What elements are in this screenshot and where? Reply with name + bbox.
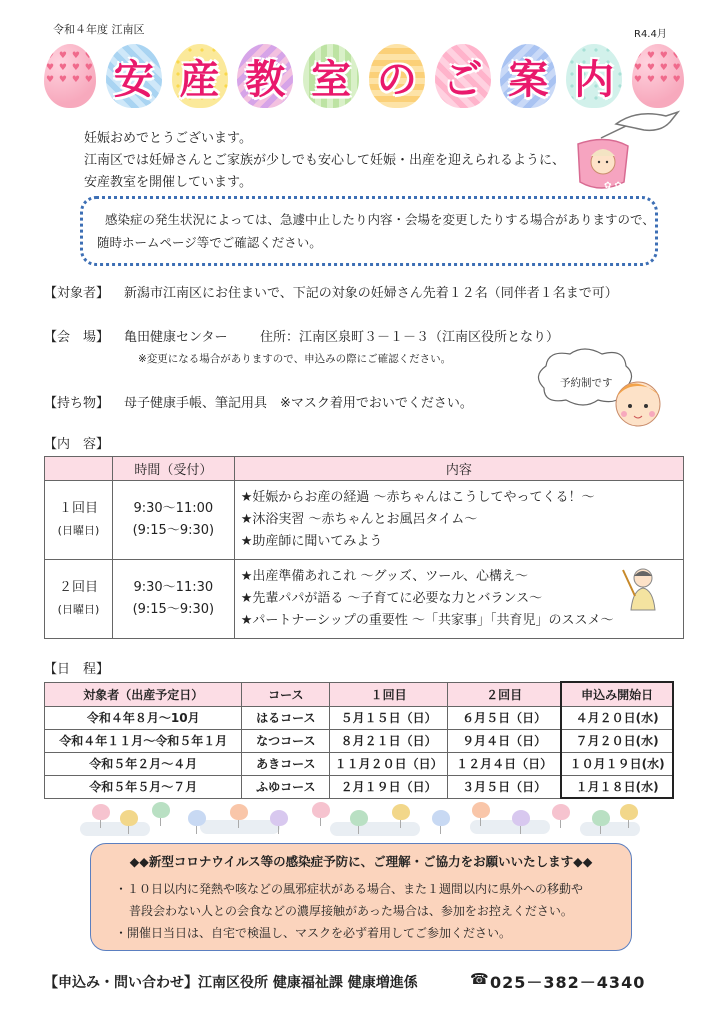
second-session-cell: ９月４日（日） bbox=[447, 729, 561, 752]
table-header-row bbox=[45, 457, 684, 481]
table-row bbox=[45, 706, 674, 729]
session-cell: １回目 (日曜日) bbox=[45, 481, 113, 560]
balloon-icon bbox=[188, 810, 206, 826]
table-row bbox=[45, 481, 684, 560]
course-cell: ふゆコース bbox=[242, 775, 330, 798]
belongings-label: 【持ち物】 bbox=[44, 396, 110, 411]
table-header-cell: ２回目 bbox=[447, 682, 561, 706]
balloon-icon bbox=[512, 810, 530, 826]
balloon-icon bbox=[472, 802, 490, 818]
table-header-cell: コース bbox=[242, 682, 330, 706]
table-header-cell: 申込み開始日 bbox=[561, 682, 673, 706]
balloon-icon bbox=[312, 802, 330, 818]
notice-line: 感染症の発生状況によっては、急遽中止したり内容・会場を変更したりする場合がありますので、 bbox=[105, 212, 655, 227]
title-char: 室 bbox=[303, 44, 359, 108]
balloon-icon bbox=[350, 810, 368, 826]
session-cell: ２回目 (日曜日) bbox=[45, 560, 113, 639]
teacher-icon bbox=[619, 566, 661, 612]
first-session-cell: ８月２１日（日） bbox=[330, 729, 448, 752]
balloon-icon bbox=[552, 804, 570, 820]
venue-address: 住所：江南区泉町３－１－３（江南区役所となり） bbox=[260, 330, 560, 345]
time-cell: 9:30～11:00 (9:15～9:30) bbox=[112, 481, 234, 560]
intro-text: 妊娠おめでとうございます。 江南区では妊婦さんとご家族が少しでも安心して妊娠・出産を迎えられるように、 安産教室を開催しています。 bbox=[84, 131, 566, 190]
schedule-table bbox=[44, 681, 674, 799]
balloon-icon bbox=[92, 804, 110, 820]
course-cell: なつコース bbox=[242, 729, 330, 752]
title-char: 内 bbox=[566, 44, 622, 108]
first-session-cell: ５月１５日（日） bbox=[330, 706, 448, 729]
balloon-icon bbox=[432, 810, 450, 826]
title-char: 教 bbox=[237, 44, 293, 108]
balloon-icon bbox=[152, 802, 170, 818]
fiscal-year-label: 令和４年度 江南区 bbox=[53, 23, 145, 36]
covid-notice-box bbox=[90, 843, 632, 951]
egg-decoration-icon bbox=[632, 44, 684, 108]
balloon-icon bbox=[392, 804, 410, 820]
speech-bubble-icon bbox=[534, 346, 684, 436]
time-cell: 9:30～11:30 (9:15～9:30) bbox=[112, 560, 234, 639]
table-header-row bbox=[45, 682, 674, 706]
due-date-cell: 令和４年１１月～令和５年１月 bbox=[45, 729, 242, 752]
covid-line: ・開催日当日は、自宅で検温し、マスクを必ず着用してご参加ください。 bbox=[115, 926, 512, 940]
course-cell: あきコース bbox=[242, 752, 330, 775]
venue-note: ※変更になる場合がありますので、申込みの際にご確認ください。 bbox=[138, 353, 452, 365]
application-start-cell: ４月２０日(水) bbox=[561, 706, 673, 729]
second-session-cell: ３月５日（日） bbox=[447, 775, 561, 798]
table-header-cell: 内容 bbox=[234, 457, 683, 481]
covid-line: 普段会わない人との会食などの濃厚接触があった場合は、参加をお控えください。 bbox=[129, 904, 573, 918]
balloon-decoration bbox=[80, 800, 640, 840]
covid-title: ◆◆新型コロナウイルス等の感染症予防に、ご理解・ご協力をお願いいたします◆◆ bbox=[129, 854, 593, 869]
egg-decoration-icon bbox=[44, 44, 96, 108]
notice-line: 随時ホームページ等でご確認ください。 bbox=[97, 235, 322, 250]
table-header-cell: 時間（受付） bbox=[112, 457, 234, 481]
venue-name: 亀田健康センター bbox=[124, 330, 228, 345]
schedule-section-label: 【日 程】 bbox=[44, 662, 110, 677]
application-start-cell: １０月１９日(水) bbox=[561, 752, 673, 775]
page-title bbox=[44, 42, 684, 110]
target-text: 新潟市江南区にお住まいで、下記の対象の妊婦さん先着１２名（同伴者１名まで可） bbox=[124, 286, 618, 301]
first-session-cell: １１月２０日（日） bbox=[330, 752, 448, 775]
reservation-text: 予約制です bbox=[560, 377, 613, 389]
contact-phone: 025－382－4340 bbox=[490, 973, 646, 992]
title-char: ご bbox=[435, 44, 491, 108]
table-row bbox=[45, 752, 674, 775]
balloon-icon bbox=[120, 810, 138, 826]
content-section-label: 【内 容】 bbox=[44, 437, 110, 452]
contact-label: 【申込み・問い合わせ】江南区役所 健康福祉課 健康増進係 bbox=[44, 975, 418, 991]
second-session-cell: ６月５日（日） bbox=[447, 706, 561, 729]
balloon-icon bbox=[620, 804, 638, 820]
svg-text:✿ ✿: ✿ ✿ bbox=[604, 181, 622, 191]
content-table bbox=[44, 456, 684, 639]
notice-box bbox=[80, 196, 658, 266]
venue-label: 【会 場】 bbox=[44, 330, 110, 345]
second-session-cell: １２月４日（日） bbox=[447, 752, 561, 775]
title-char: 案 bbox=[500, 44, 556, 108]
revision-label: R4.4月 bbox=[634, 29, 667, 40]
due-date-cell: 令和４年８月～10月 bbox=[45, 706, 242, 729]
covid-line: ・１０日以内に発熱や咳などの風邪症状がある場合、また１週間以内に県外への移動や bbox=[115, 882, 584, 896]
application-start-cell: １月１８日(水) bbox=[561, 775, 673, 798]
first-session-cell: ２月１９日（日） bbox=[330, 775, 448, 798]
title-char: の bbox=[369, 44, 425, 108]
content-items-cell: ★妊娠からお産の経過 ～赤ちゃんはこうしてやってくる！～ ★沐浴実習 ～赤ちゃんとお風呂タイム～ ★助産師に聞いてみよう bbox=[234, 481, 683, 560]
table-row bbox=[45, 560, 684, 639]
belongings-text: 母子健康手帳、筆記用具 ※マスク着用でおいでください。 bbox=[124, 396, 473, 411]
table-header-cell: 対象者（出産予定日） bbox=[45, 682, 242, 706]
due-date-cell: 令和５年２月～４月 bbox=[45, 752, 242, 775]
application-start-cell: ７月２０日(水) bbox=[561, 729, 673, 752]
balloon-icon bbox=[270, 810, 288, 826]
table-header-cell bbox=[45, 457, 113, 481]
table-header-cell: １回目 bbox=[330, 682, 448, 706]
table-row bbox=[45, 775, 674, 798]
stork-baby-icon bbox=[566, 104, 684, 194]
table-row bbox=[45, 729, 674, 752]
title-char: 安 bbox=[106, 44, 162, 108]
target-label: 【対象者】 bbox=[44, 286, 110, 301]
course-cell: はるコース bbox=[242, 706, 330, 729]
content-items-cell: ★出産準備あれこれ ～グッズ、ツール、心構え～ ★先輩パパが語る ～子育てに必要な力とバランス～ ★パートナーシップの重要性 ～「共家事」「共育児」のススメ～ bbox=[234, 560, 683, 639]
phone-icon: ☎ bbox=[470, 970, 489, 988]
title-char: 産 bbox=[172, 44, 228, 108]
due-date-cell: 令和５年５月～７月 bbox=[45, 775, 242, 798]
balloon-icon bbox=[592, 810, 610, 826]
balloon-icon bbox=[230, 804, 248, 820]
